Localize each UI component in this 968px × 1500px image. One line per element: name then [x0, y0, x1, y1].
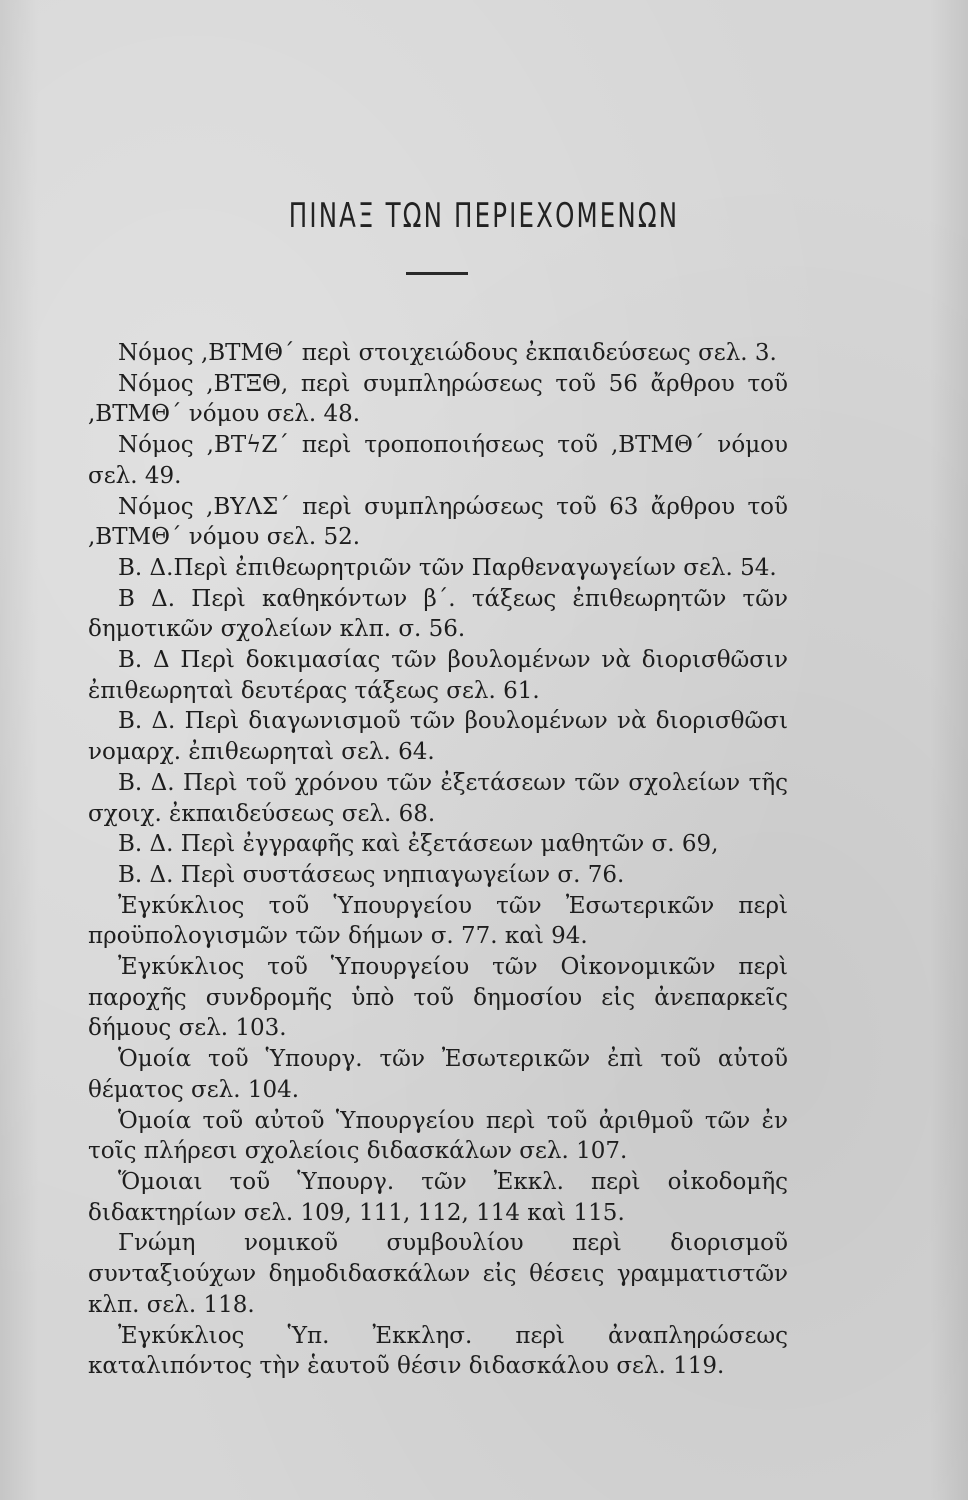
contents-entry: Ἐγκύκλιος τοῦ Ὑπουργείου τῶν Ἐσωτερικῶν περὶ προϋπολογισμῶν τῶν δήμων σ. 77. καὶ 94. [88, 892, 788, 950]
contents-entry: Ἐγκύκλιος τοῦ Ὑπουργείου τῶν Οἰκονομικῶν περὶ παροχῆς συνδρομῆς ὑπὸ τοῦ δημοσίου εἰς ἀνεπαρκεῖς δήμους σελ. 103. [88, 954, 788, 1042]
contents-list [88, 338, 788, 1382]
contents-entry: Β Δ. Περὶ καθηκόντων β΄. τάξεως ἐπιθεωρητῶν τῶν δημοτικῶν σχολείων κλπ. σ. 56. [88, 585, 788, 643]
contents-entry: Β. Δ. Περὶ τοῦ χρόνου τῶν ἐξετάσεων τῶν σχολείων τῆς σχοιχ. ἐκπαιδεύσεως σελ. 68. [88, 769, 788, 827]
title-rule [406, 272, 468, 275]
contents-entry: Β. Δ Περὶ δοκιμασίας τῶν βουλομένων νὰ διορισθῶσιν ἐπιθεωρηταὶ δευτέρας τάξεως σελ. 61. [88, 647, 788, 704]
contents-entry: Β. Δ. Περὶ ἐγγραφῆς καὶ ἐξετάσεων μαθητῶν σ. 69, [118, 831, 719, 858]
contents-entry: Ἐγκύκλιος Ὑπ. Ἐκκλησ. περὶ ἀναπληρώσεως καταλιπόντος τὴν ἑαυτοῦ θέσιν διδασκάλου σελ. 119. [88, 1322, 788, 1380]
contents-entry: Νόμος ,ΒΥΛΣ΄ περὶ συμπληρώσεως τοῦ 63 ἄρθρου τοῦ ,ΒΤΜΘ΄ νόμου σελ. 52. [88, 493, 788, 551]
contents-entry: Νόμος ,ΒΤΞΘ, περὶ συμπληρώσεως τοῦ 56 ἄρθρου τοῦ ,ΒΤΜΘ΄ νόμου σελ. 48. [88, 370, 788, 428]
contents-entry: Β. Δ. Περὶ διαγωνισμοῦ τῶν βουλομένων νὰ διορισθῶσι νομαρχ. ἐπιθεωρηταὶ σελ. 64. [88, 708, 788, 766]
contents-entry: Β. Δ. Περὶ συστάσεως νηπιαγωγείων σ. 76. [118, 861, 625, 888]
contents-entry: Νόμος ,ΒΤΜΘ΄ περὶ στοιχειώδους ἐκπαιδεύσεως σελ. 3. [118, 340, 777, 366]
contents-entry: Ὁμοία τοῦ Ὑπουργ. τῶν Ἐσωτερικῶν ἐπὶ τοῦ αὐτοῦ θέματος σελ. 104. [88, 1046, 788, 1103]
contents-entry: Ὅμοιαι τοῦ Ὑπουργ. τῶν Ἐκκλ. περὶ οἰκοδομῆς διδακτηρίων σελ. 109, 111, 112, 114 καὶ 115. [88, 1168, 788, 1226]
contents-entry: Γνώμη νομικοῦ συμβουλίου περὶ διορισμοῦ συνταξιούχων δημοδιδασκάλων εἰς θέσεις γραμματιστῶν κλπ. σελ. 118. [88, 1230, 788, 1318]
contents-entry: Β. Δ.Περὶ ἐπιθεωρητριῶν τῶν Παρθεναγωγείων σελ. 54. [118, 554, 777, 581]
contents-entry: Νόμος ,ΒΤϟΖ΄ περὶ τροποποιήσεως τοῦ ,ΒΤΜΘ΄ νόμου σελ. 49. [88, 432, 788, 489]
page-title: ΠΙΝΑΞ ΤΩΝ ΠΕΡΙΕΧΟΜΕΝΩΝ [288, 196, 680, 236]
contents-entry: Ὁμοία τοῦ αὐτοῦ Ὑπουργείου περὶ τοῦ ἀριθμοῦ τῶν ἐν τοῖς πλήρεσι σχολείοις διδασκάλων σελ. 107. [88, 1107, 788, 1165]
